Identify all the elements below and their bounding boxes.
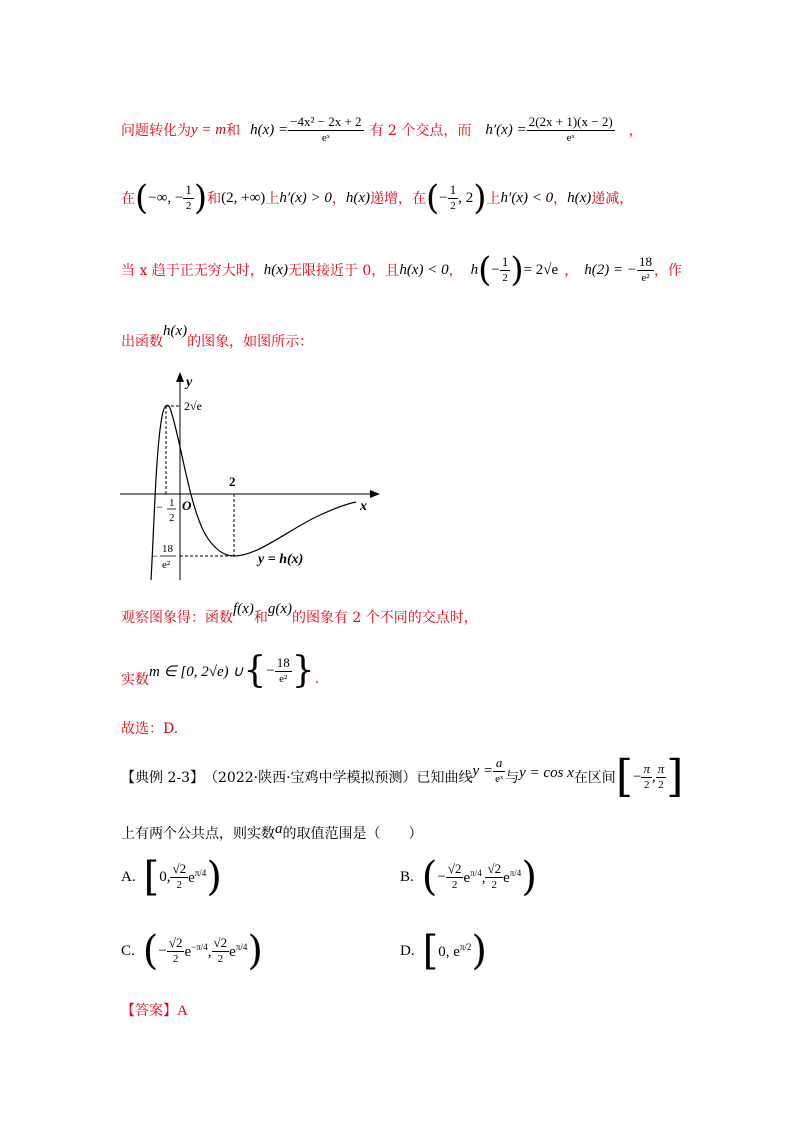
y-eq-m: y = m <box>191 121 227 138</box>
y-tick-min-num: 18 <box>162 543 173 555</box>
line5-prefix: 观察图象得：函数 <box>121 610 233 626</box>
option-b-open: ( <box>421 854 438 900</box>
option-c-den1: 2 <box>167 951 185 967</box>
option-b-minus: − <box>437 868 446 885</box>
option-c-label: C. <box>121 942 135 959</box>
line1-mid: 有 2 个交点，而 <box>369 123 472 139</box>
h-lhs: h(x) = <box>250 121 289 138</box>
option-a-exp: $e^{\pi/4}$ <box>188 867 207 886</box>
interval-frac-2 <box>656 761 667 793</box>
hx-2: h(x) <box>567 189 592 206</box>
interval-bracket-right: ] <box>666 751 684 802</box>
int3-den: 2 <box>448 198 459 214</box>
hp-den: eˣ <box>527 130 615 146</box>
paren-left-1: ( <box>135 178 149 218</box>
option-b-exp2: $e^{\pi/4}$ <box>503 867 522 886</box>
interval-den-2: 2 <box>656 777 667 793</box>
example-with: 与 <box>505 770 520 786</box>
int3-a: − <box>439 189 448 206</box>
interval-den-1: 2 <box>641 777 652 793</box>
line5-and: 和 <box>253 610 268 626</box>
origin-label: O <box>182 498 192 513</box>
option-b-den1: 2 <box>446 877 464 893</box>
option-c-frac2 <box>212 935 230 967</box>
option-d-open: [ <box>422 928 439 974</box>
example-line2-text: 上有两个公共点，则实数 <box>121 826 275 842</box>
curve-h <box>151 405 356 580</box>
line3-comma2: ， <box>564 263 579 279</box>
option-c-num2: √2 <box>213 935 228 950</box>
line6-prefix: 实数 <box>121 672 149 688</box>
y-tick-min-minus: − <box>151 549 158 563</box>
example-source: （2022·陕西·宝鸡中学模拟预测）已知曲线 <box>204 770 473 786</box>
m-range: m ∈ [0, 2√e) ∪ <box>149 663 244 680</box>
brace-left: { <box>243 650 267 691</box>
line3-tail: ，作 <box>653 263 682 279</box>
option-c-open: ( <box>142 928 159 974</box>
paren-right-hm: ) <box>510 250 524 290</box>
example-line-1 <box>121 752 683 802</box>
option-b-num2: √2 <box>487 861 502 876</box>
max-label: 2√e <box>184 399 202 413</box>
interval-minus: − <box>632 768 642 785</box>
example-line2-end: 的取值范围是（ ） <box>282 826 423 842</box>
x-tick-neg-half-num: 1 <box>169 497 175 509</box>
line2-comma2: ， <box>553 191 568 207</box>
example-line-2 <box>121 820 423 846</box>
line-6 <box>121 650 319 692</box>
int3-frac <box>448 182 459 214</box>
interval-frac-1 <box>641 761 652 793</box>
option-a[interactable] <box>121 852 222 902</box>
line2-decr: 递减， <box>591 191 634 207</box>
interval-num-1: π <box>643 761 650 776</box>
line4-suffix: 的图象，如图所示： <box>187 334 314 350</box>
option-a-open: [ <box>143 854 160 900</box>
option-b-frac1 <box>446 861 464 893</box>
hm-lhs: h <box>470 261 479 278</box>
int2: (2, +∞) <box>221 189 266 206</box>
int1-frac <box>183 182 194 214</box>
option-c-exp1: $e^{-\pi/4}$, <box>184 941 212 960</box>
line-2 <box>121 176 633 220</box>
option-c[interactable] <box>121 926 263 976</box>
cond-neg: h′(x) < 0 <box>500 189 554 206</box>
line2-comma1: ， <box>331 191 346 207</box>
option-b-label: B. <box>400 868 414 885</box>
option-d-expr: 0, $e^{\pi/2}$ <box>438 941 472 960</box>
line2-on: 在 <box>121 191 135 207</box>
option-a-close: ) <box>206 854 222 900</box>
example-y-den: eˣ <box>495 773 504 785</box>
cond-pos: h′(x) > 0 <box>279 189 332 206</box>
option-b-close: ) <box>521 854 537 900</box>
option-c-minus: − <box>158 942 167 959</box>
option-d[interactable] <box>400 926 487 976</box>
line4-prefix: 出函数 <box>121 334 163 350</box>
example-y-num: a <box>495 755 503 770</box>
line-3 <box>121 248 682 292</box>
h2-num: 18 <box>638 254 652 269</box>
option-a-den: 2 <box>170 877 188 893</box>
option-b-den2: 2 <box>485 877 503 893</box>
paren-right-3: ) <box>473 178 487 218</box>
example-in-interval: 在区间 <box>573 770 616 786</box>
option-b-exp1: $e^{\pi/4}$, <box>463 867 486 886</box>
answer-line <box>121 1000 188 1020</box>
set-den: e² <box>275 671 292 687</box>
hx-1: h(x) <box>345 189 371 206</box>
h-num: −4x² − 2x + 2 <box>290 114 362 129</box>
line-5 <box>121 602 478 632</box>
line2-on-up: 上 <box>265 191 280 207</box>
h-den: eˣ <box>288 130 363 146</box>
h2-den: e² <box>637 270 654 286</box>
hx-4: h(x) <box>163 322 188 339</box>
set-minus: − <box>266 662 275 679</box>
line6-end: . <box>314 671 320 687</box>
option-b[interactable] <box>400 852 537 902</box>
option-a-zero: 0, <box>159 868 171 885</box>
curve-label: y = h(x) <box>258 552 304 567</box>
option-c-close: ) <box>247 928 263 974</box>
option-a-label: A. <box>121 868 136 885</box>
hx-3: h(x) <box>263 261 288 278</box>
x-tick-neg-half-minus: − <box>156 500 163 514</box>
hp-lhs: h′(x) = <box>485 121 527 138</box>
fx: f(x) <box>233 600 254 617</box>
line3-approach: 无限接近于 0，且 <box>287 263 400 279</box>
brace-right: } <box>291 650 315 691</box>
y-tick-min-den: e² <box>162 559 171 571</box>
x-tick-neg-half-den: 2 <box>169 512 175 524</box>
hm-minus: − <box>491 261 500 278</box>
option-c-frac1 <box>167 935 185 967</box>
option-b-num1: √2 <box>447 861 462 876</box>
line1-and: 和 <box>226 123 241 139</box>
option-b-frac2 <box>485 861 503 893</box>
int3-num: 1 <box>449 182 457 197</box>
line1-end: ， <box>628 123 643 139</box>
example-cos: y = cos x <box>519 764 574 781</box>
int1-den: 2 <box>183 198 194 214</box>
interval-num-2: π <box>657 761 665 776</box>
line3-comma: ， <box>448 263 463 279</box>
interval-comma: , <box>651 768 656 785</box>
option-d-close: ) <box>471 928 488 974</box>
h2-frac <box>637 254 654 286</box>
line5-suffix: 的图象有 2 个不同的交点时， <box>291 610 478 626</box>
function-graph <box>118 370 380 584</box>
x-axis-label: x <box>360 499 367 514</box>
line2-and: 和 <box>207 191 222 207</box>
line-7: 故选：D. <box>121 721 179 737</box>
cond-lt0: h(x) < 0 <box>399 261 449 278</box>
y-axis-arrow <box>176 372 184 382</box>
int3-b: , 2 <box>458 189 474 206</box>
hm-den: 2 <box>500 270 511 286</box>
option-c-den2: 2 <box>212 951 230 967</box>
set-num: 18 <box>276 655 290 670</box>
paren-right-1: ) <box>193 178 208 218</box>
option-a-num: √2 <box>172 861 187 876</box>
paren-left-hm: ( <box>478 250 492 290</box>
example-y-lhs: y = <box>472 762 494 779</box>
line1-prefix: 问题转化为 <box>121 123 191 139</box>
y-axis-label: y <box>186 375 193 390</box>
hp-fraction <box>527 114 615 146</box>
line-1 <box>121 110 643 150</box>
int1-a: −∞, − <box>148 189 184 206</box>
interval-bracket-left: [ <box>615 751 633 802</box>
option-c-exp2: $e^{\pi/4}$ <box>229 941 248 960</box>
hm-num: 1 <box>501 254 509 269</box>
int1-num: 1 <box>185 182 192 197</box>
line3-prefix: 当 x 趋于正无穷大时， <box>121 263 264 279</box>
x-axis-arrow <box>370 490 380 498</box>
option-d-label: D. <box>400 942 415 959</box>
answer-tag: 【答案】 <box>121 1003 177 1019</box>
example-a-var: a <box>275 820 283 837</box>
option-c-num1: √2 <box>168 935 183 950</box>
line2-incr: 递增，在 <box>370 191 427 207</box>
h-fraction <box>288 114 363 146</box>
option-a-frac <box>170 861 188 893</box>
line-4 <box>121 322 314 356</box>
answer-value: A <box>177 1003 188 1019</box>
hm-rhs: = 2√e <box>523 261 559 278</box>
set-frac <box>275 655 292 687</box>
example-tag: 【典例 2-3】 <box>121 770 204 786</box>
paren-left-3: ( <box>426 178 440 218</box>
line2-on-dn: 上 <box>486 191 501 207</box>
example-y-frac <box>493 755 505 787</box>
hm-frac <box>500 254 511 286</box>
h2-lhs: h(2) = − <box>584 261 637 278</box>
x-tick-2: 2 <box>229 474 236 489</box>
hp-num: 2(2x + 1)(x − 2) <box>528 114 613 129</box>
gx: g(x) <box>267 600 292 617</box>
